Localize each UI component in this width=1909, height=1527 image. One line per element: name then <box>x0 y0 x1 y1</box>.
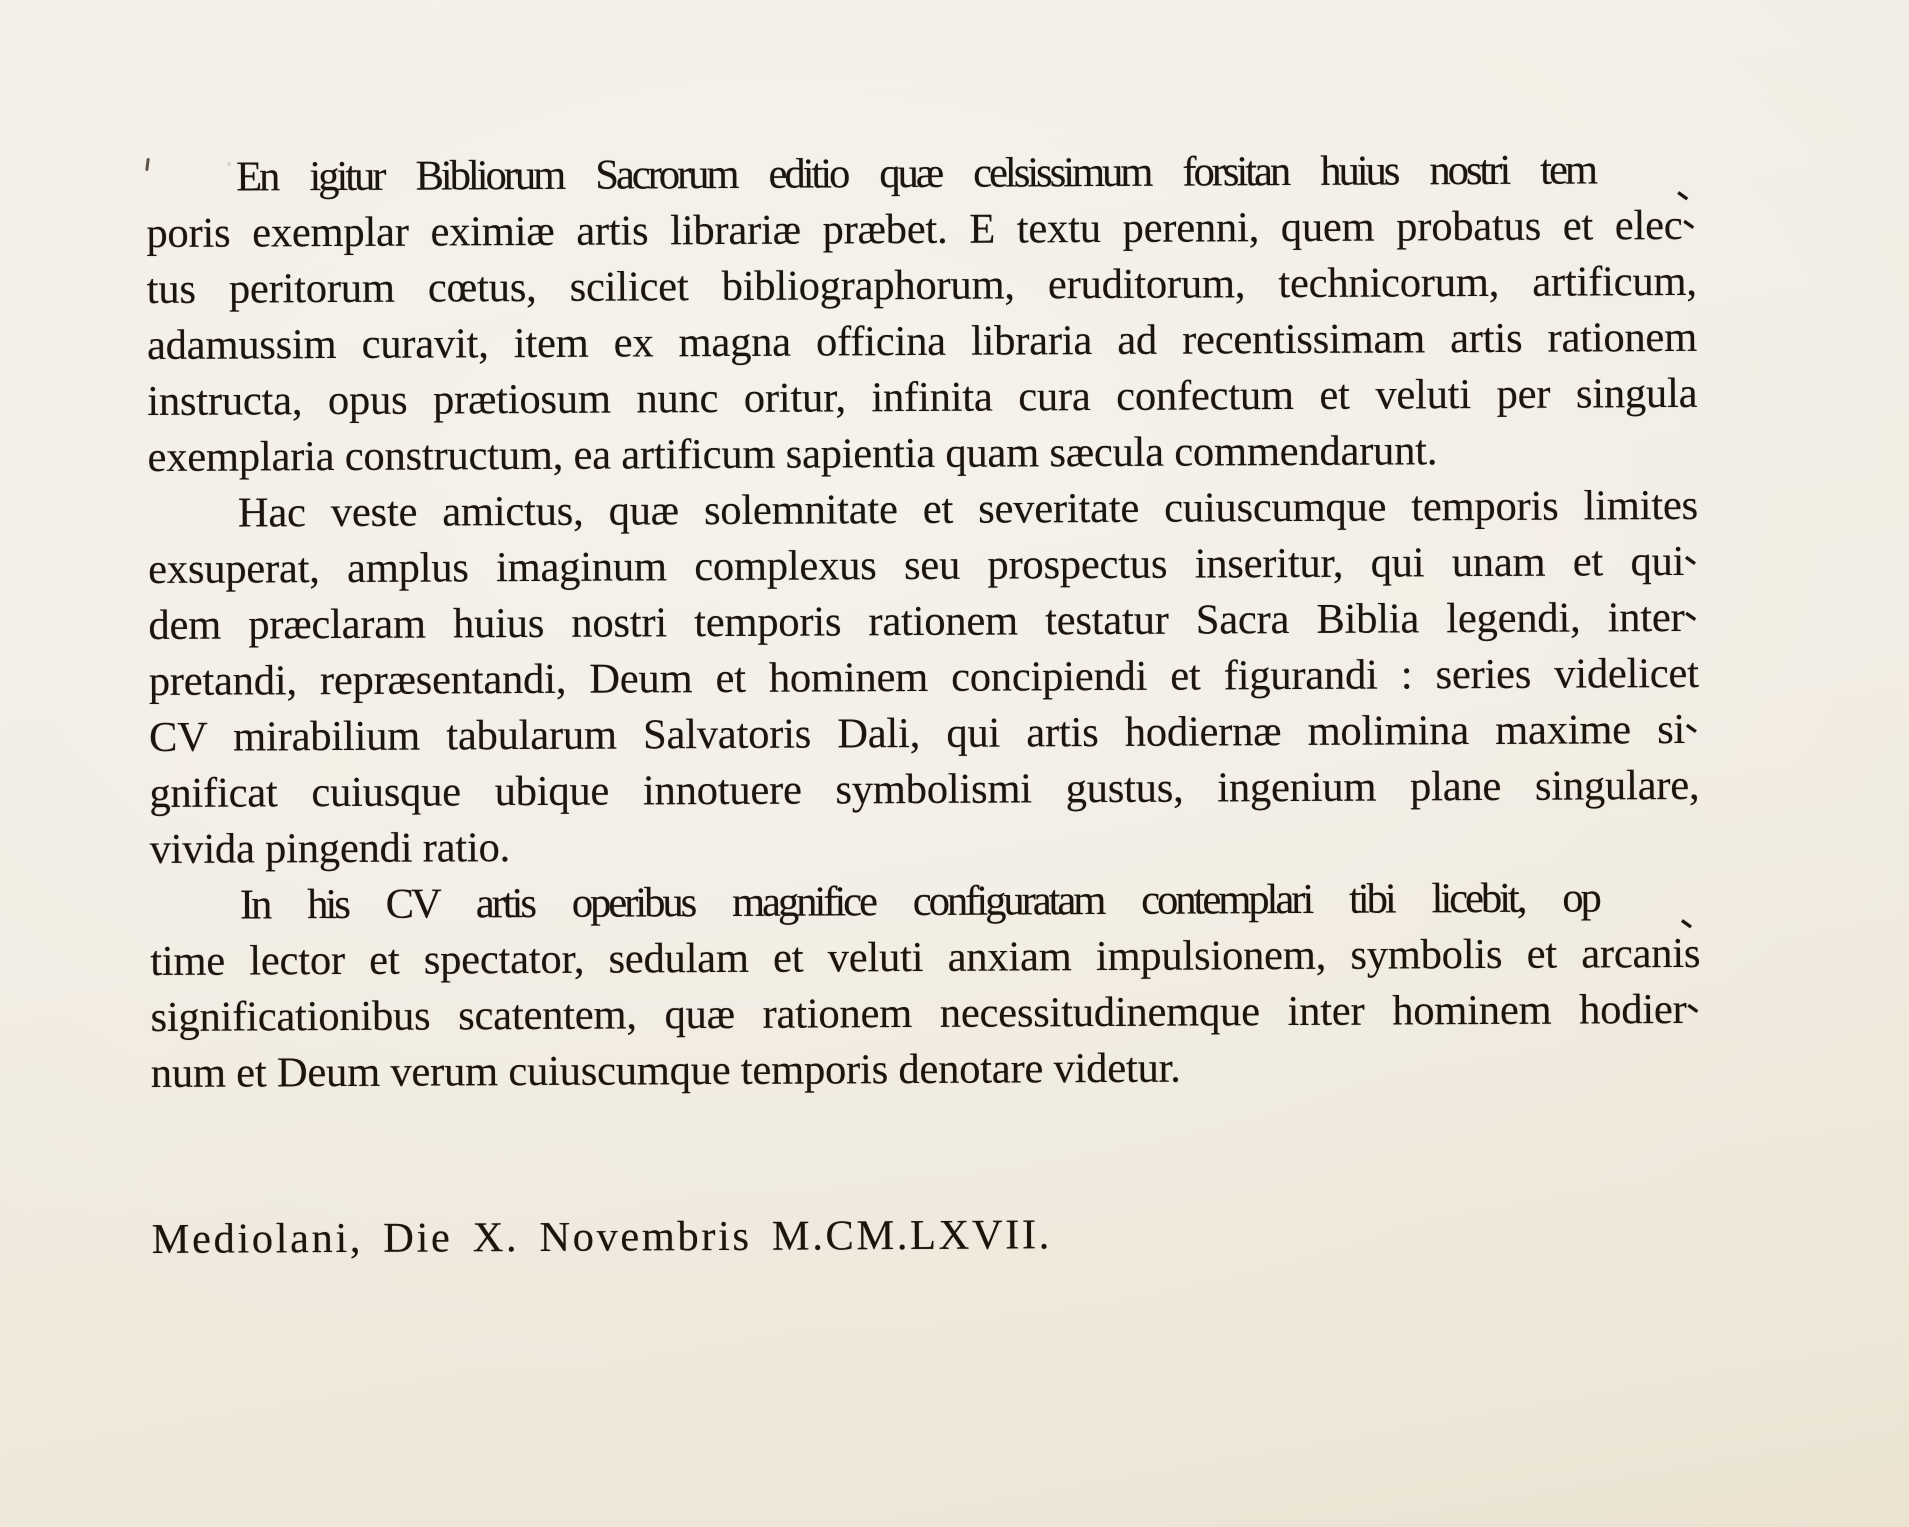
text-line: In his CV artis operibus magnifice configuratam contemplari tibi licebit, op - <box>150 870 1700 934</box>
text-line: vivida pingendi ratio. <box>149 824 511 873</box>
text-line: En igitur Bibliorum Sacrorum editio quæ celsissimum forsitan huius nostri tem - <box>146 142 1696 206</box>
text-line: gnificat cuiusque ubique innotuere symbolismi gustus, ingenium plane singulare, <box>149 761 1700 817</box>
paragraph-2 <box>148 478 1713 878</box>
oblique-hyphen: - <box>1673 534 1712 581</box>
text-line: poris exemplar eximiæ artis librariæ præbet. E textu perenni, quem probatus et elec- <box>146 198 1696 262</box>
text-block <box>146 142 1715 1268</box>
text-line: num et Deum verum cuiuscumque temporis denotare videtur. <box>150 1044 1181 1097</box>
text-line: adamussim curavit, item ex magna officina libraria ad recentissimam artis rationem <box>146 313 1698 369</box>
oblique-hyphen: - <box>1668 897 1706 943</box>
oblique-hyphen: - <box>1673 702 1713 749</box>
paragraph-1 <box>146 142 1711 486</box>
text-line: CV mirabilium tabularum Salvatoris Dali, qui artis hodiernæ molimina maxime si- <box>149 702 1699 766</box>
oblique-hyphen: - <box>1665 169 1702 215</box>
oblique-hyphen: - <box>1673 590 1713 637</box>
text-line: dem præclaram huius nostri temporis rationem testatur Sacra Biblia legendi, inter- <box>148 590 1698 654</box>
text-line: instructa, opus prætiosum nunc oritur, infinita cura confectum et veluti per singula <box>147 369 1698 425</box>
dateline: Mediolani, Die X. Novembris M.CM.LXVII. <box>151 1211 1053 1263</box>
text-line: pretandi, repræsentandi, Deum et hominem concipiendi et figurandi : series videlicet <box>148 649 1699 705</box>
text-line: time lector et spectator, sedulam et veluti anxiam impulsionem, symbolis et arcanis <box>150 929 1701 985</box>
oblique-hyphen: - <box>1675 982 1715 1029</box>
text-line: significationibus scatentem, quæ rationem necessitudinemque inter hominem hodier- <box>150 982 1700 1046</box>
text-line: tus peritorum cœtus, scilicet bibliographorum, eruditorum, technicorum, artificum, <box>146 257 1697 313</box>
text-line: exsuperat, amplus imaginum complexus seu prospectus inseritur, qui unam et qui- <box>148 534 1698 598</box>
text-line: Hac veste amictus, quæ solemnitate et severitate cuiuscumque temporis limites <box>237 481 1699 537</box>
text-line: exemplaria constructum, ea artificum sapientia quam sæcula commendarunt. <box>147 427 1438 481</box>
oblique-hyphen: - <box>1671 198 1711 245</box>
paragraph-3 <box>150 870 1715 1102</box>
